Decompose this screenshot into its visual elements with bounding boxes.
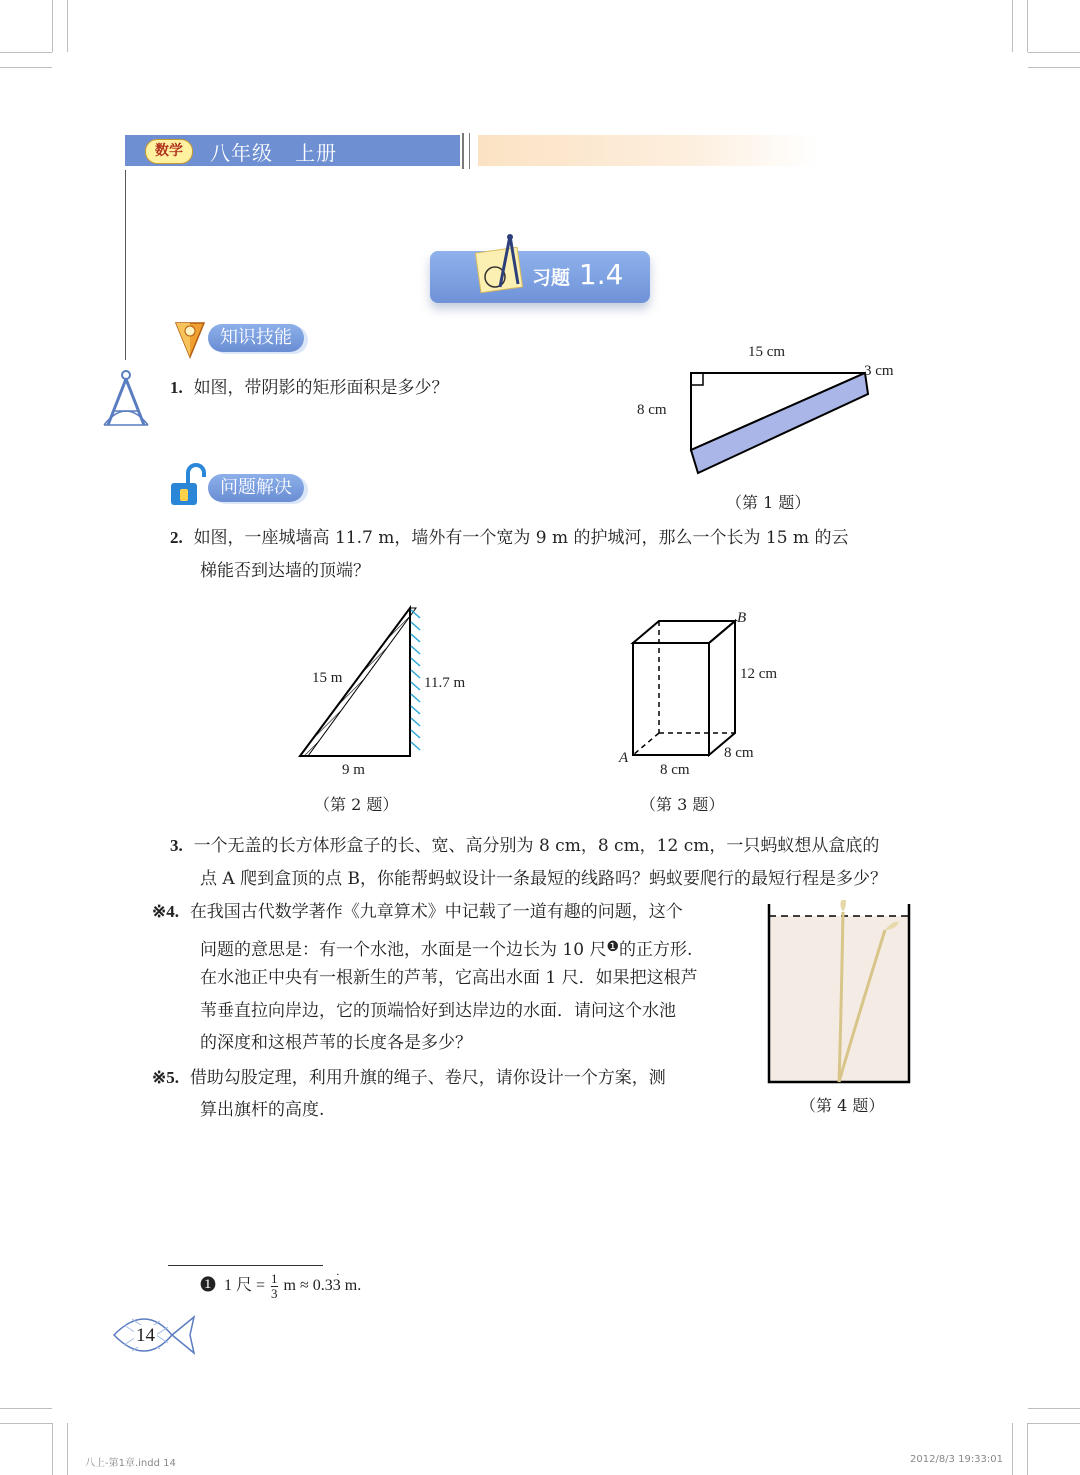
header-divider xyxy=(469,133,470,169)
repeating-digit: 3 · xyxy=(332,1267,341,1295)
question-3 xyxy=(170,830,879,862)
label-3cm: 3 cm xyxy=(864,363,894,379)
question-1 xyxy=(170,372,449,404)
question-text-line: 点 A 爬到盒顶的点 B，你能帮蚂蚁设计一条最短的线路吗？蚂蚁要爬行的最短行程是多少？ xyxy=(200,869,887,889)
figure-caption: （第 4 题） xyxy=(800,1096,885,1115)
label-9m: 9 m xyxy=(342,762,365,778)
question-text-line: 如图，一座城墙高 11.7 m，墙外有一个宽为 9 m 的护城河，那么一个长为 15 m 的云 xyxy=(193,528,849,548)
pencil-icon xyxy=(172,317,208,359)
label-point-b: B xyxy=(737,610,747,626)
label-11-7m: 11.7 m xyxy=(424,675,466,691)
padlock-icon xyxy=(168,463,208,507)
figure-reed-pool xyxy=(765,900,915,1086)
question-text-line: 问题的意思是：有一个水池，水面是一个边长为 10 尺$^❶$的正方形. xyxy=(200,939,693,960)
section-skills: 知识技能 xyxy=(208,324,304,352)
question-number: ※4. xyxy=(152,902,179,921)
footnote: ❶ 1 尺 = $\frac{1}{3}$ m ≈ 0.33 · m. xyxy=(200,1267,362,1301)
margin-rule xyxy=(125,170,126,360)
compass-icon xyxy=(100,367,152,431)
label-15cm: 15 cm xyxy=(748,344,786,360)
question-number: ※5. xyxy=(152,1068,179,1087)
figure-caption: （第 3 题） xyxy=(640,795,725,814)
header-fade-band xyxy=(478,135,818,166)
question-text-line: 梯能否到达墙的顶端？ xyxy=(200,561,370,581)
question-text-line: 算出旗杆的高度. xyxy=(200,1100,325,1120)
footnote-marker: ❶ xyxy=(200,1277,217,1295)
question-text-line: 的深度和这根芦苇的长度各是多少？ xyxy=(200,1033,472,1053)
footnote-marker: ❶ xyxy=(606,939,620,955)
exercise-title xyxy=(532,258,623,291)
label-8cm: 8 cm xyxy=(637,402,667,418)
footnote-rule xyxy=(168,1265,323,1266)
label-12cm: 12 cm xyxy=(740,666,778,682)
question-number: 1. xyxy=(170,378,183,397)
question-number: 2. xyxy=(170,528,183,547)
question-number: 3. xyxy=(170,836,183,855)
question-2 xyxy=(170,522,848,554)
question-text-line: 一个无盖的长方体形盒子的长、宽、高分别为 8 cm，8 cm，12 cm，一只蚂蚁想从盒底的 xyxy=(193,836,880,856)
figure-ladder-wall xyxy=(290,600,430,765)
label-15m: 15 m xyxy=(312,670,343,686)
header-divider xyxy=(462,133,464,169)
question-text-line: 在我国古代数学著作《九章算术》中记载了一道有趣的问题，这个 xyxy=(189,902,683,922)
page-number: 14 xyxy=(136,1325,155,1346)
label-depth-8cm: 8 cm xyxy=(724,745,754,761)
label-point-a: A xyxy=(619,750,629,766)
question-text-line: 在水池正中央有一根新生的芦苇，它高出水面 1 尺．如果把这根芦 xyxy=(200,968,698,988)
notepad-compass-icon xyxy=(470,232,532,298)
print-file-info: 八上-第1章.indd 14 xyxy=(85,1458,176,1469)
section-problem-solving: 问题解决 xyxy=(208,474,304,502)
subject-badge: 数学 xyxy=(145,139,193,164)
figure-caption: （第 2 题） xyxy=(314,795,399,814)
figure-cuboid-box xyxy=(615,605,755,765)
exercise-label: 习题 xyxy=(532,267,571,289)
question-text: 如图，带阴影的矩形面积是多少？ xyxy=(193,378,449,398)
figure-caption: （第 1 题） xyxy=(726,493,811,512)
grade-title: 八年级 上册 xyxy=(210,141,338,165)
question-4 xyxy=(152,896,683,928)
fraction: $\frac{1}{3}$ xyxy=(271,1271,278,1301)
label-width-8cm: 8 cm xyxy=(660,762,690,778)
question-text-line: 借助勾股定理，利用升旗的绳子、卷尺，请你设计一个方案，测 xyxy=(189,1068,666,1088)
exercise-number: 1.4 xyxy=(578,258,624,291)
question-5 xyxy=(152,1062,666,1094)
print-timestamp: 2012/8/3 19:33:01 xyxy=(910,1454,1004,1465)
question-text-line: 苇垂直拉向岸边，它的顶端恰好到达岸边的水面．请问这个水池 xyxy=(200,1001,676,1021)
